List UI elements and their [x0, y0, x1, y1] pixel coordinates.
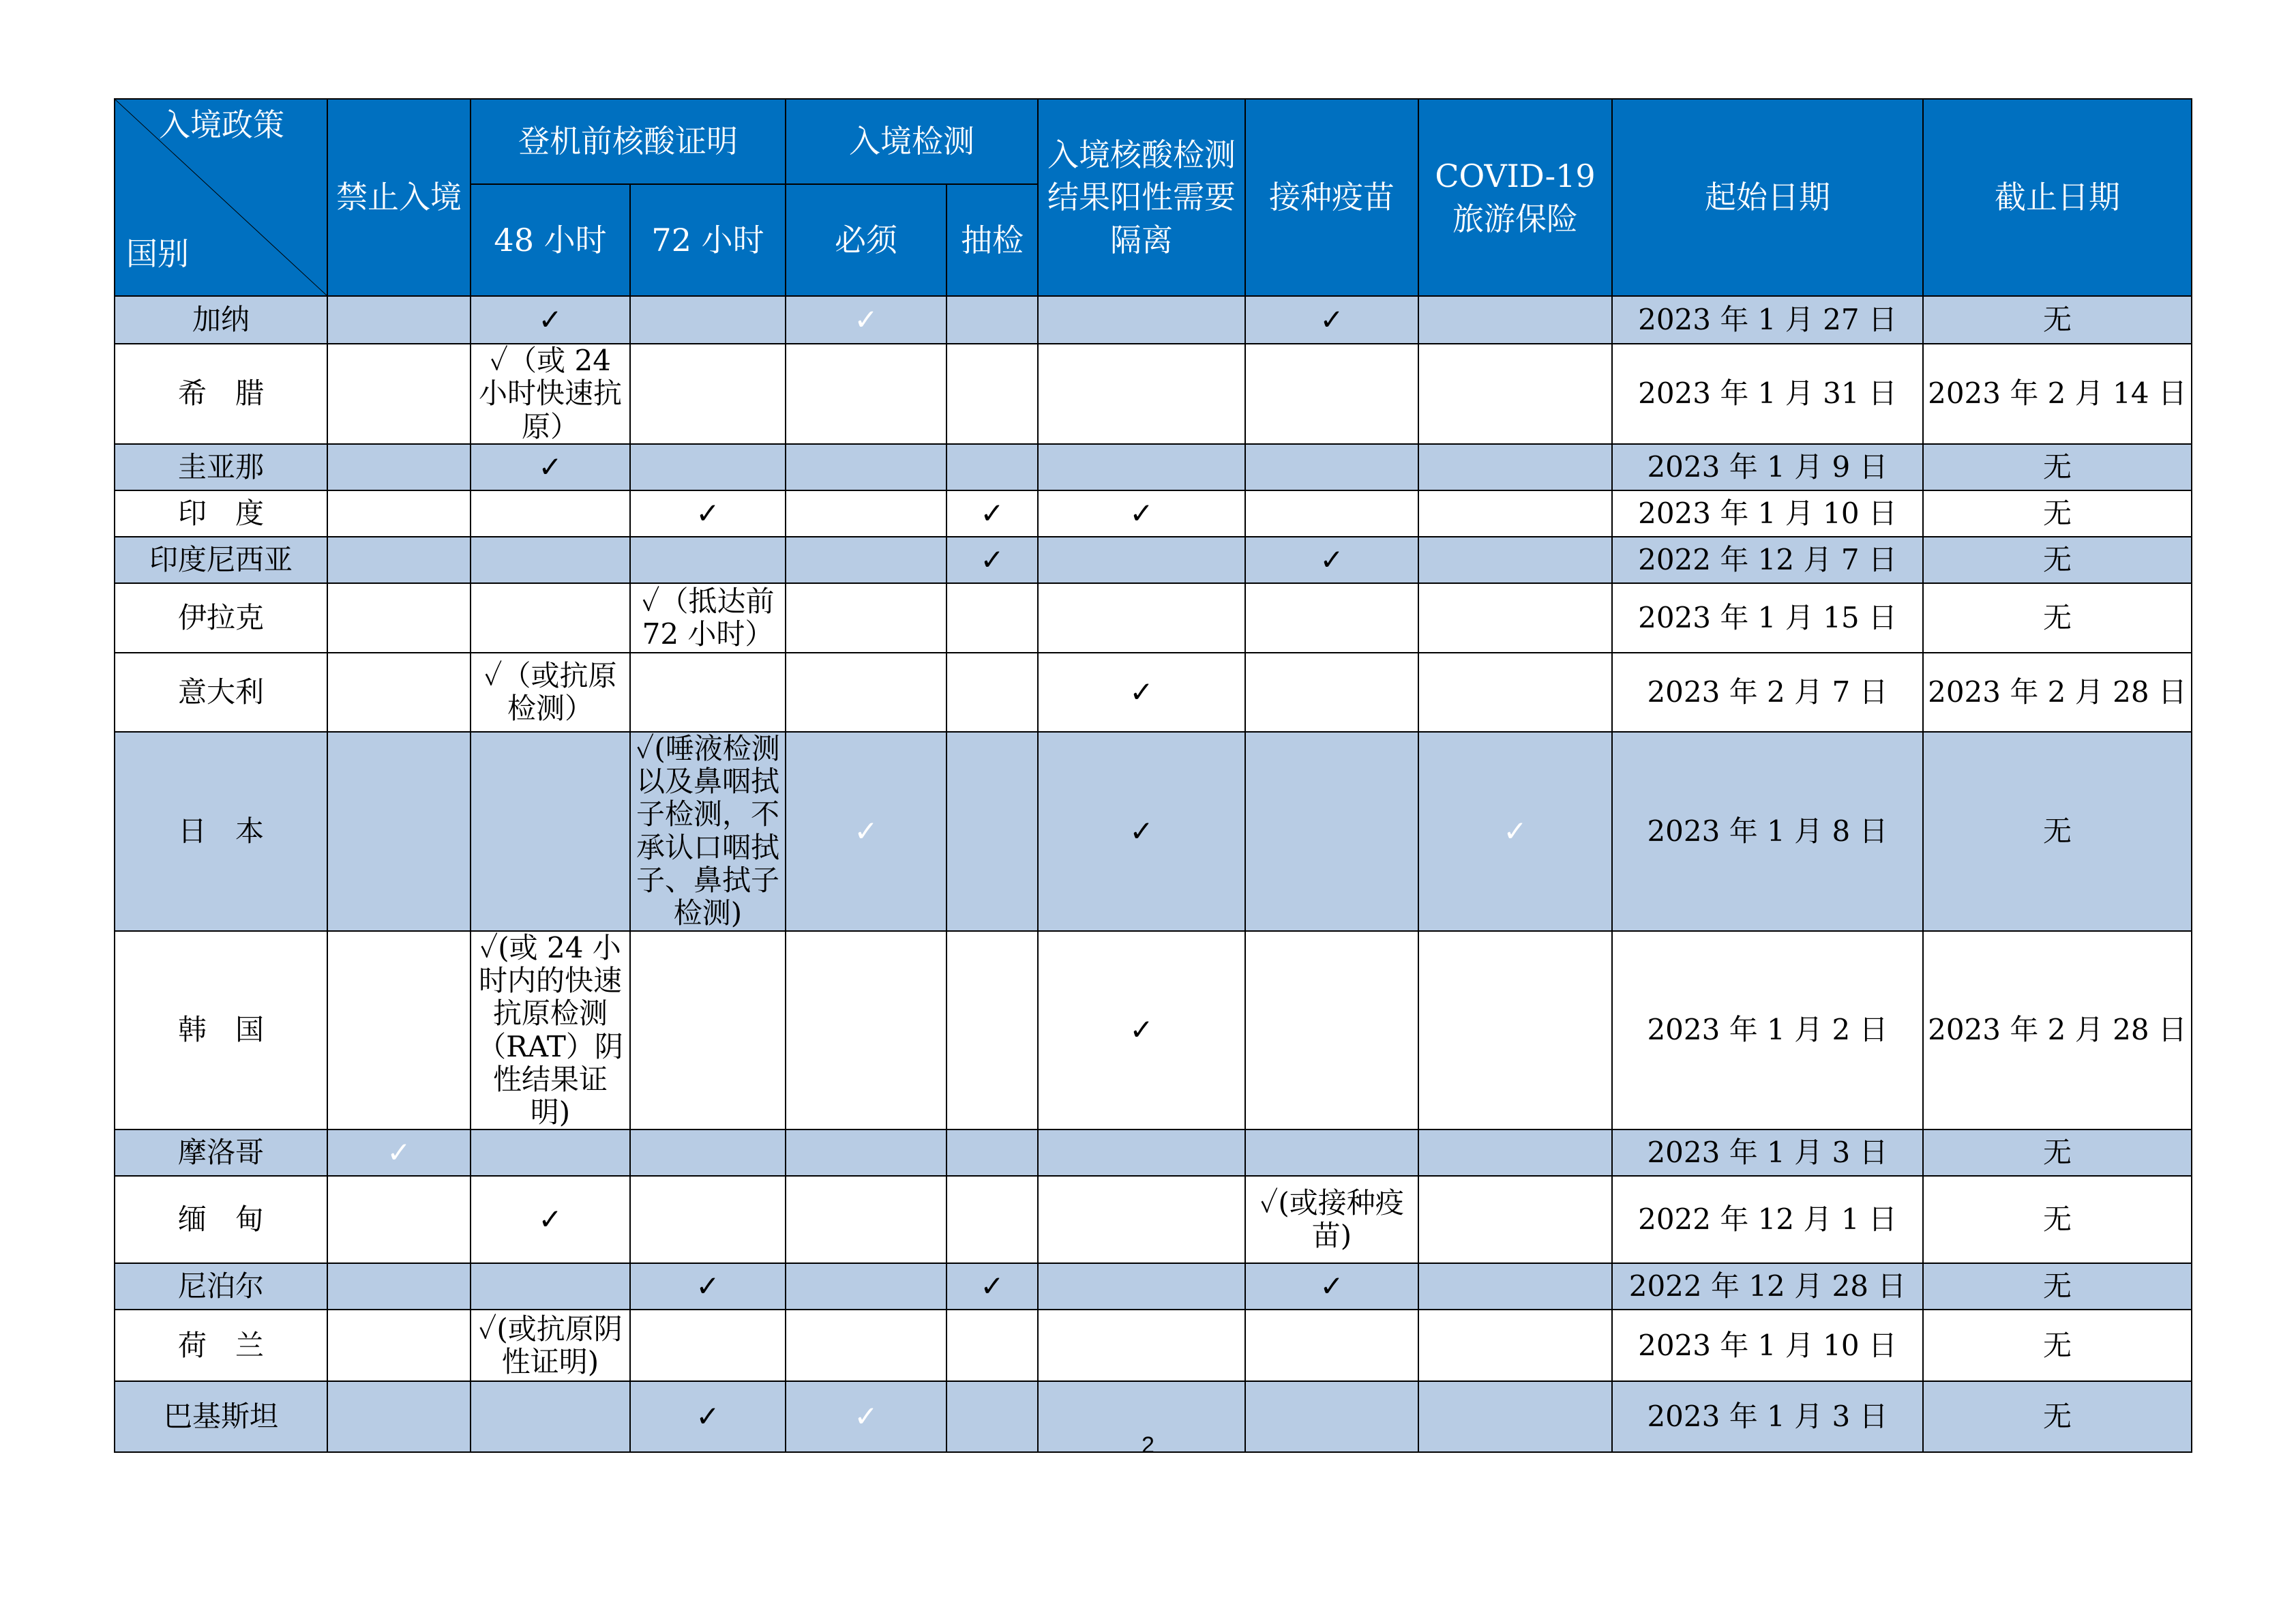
required-cell [786, 490, 946, 537]
quarantine-cell [1038, 583, 1245, 653]
h48-cell [471, 537, 630, 583]
check-mark-icon: ✓ [471, 1176, 630, 1263]
ban-cell [327, 1310, 471, 1381]
insurance-cell [1418, 1310, 1612, 1381]
check-mark-icon: ✓ [1038, 653, 1245, 732]
quarantine-cell [1038, 1310, 1245, 1381]
ban-cell [327, 732, 471, 931]
insurance-cell [1418, 296, 1612, 344]
h72-cell [630, 296, 786, 344]
quarantine-cell [1038, 1263, 1245, 1310]
entry-policy-table [114, 98, 2192, 1453]
ban-cell [327, 296, 471, 344]
h48-cell [471, 1263, 630, 1310]
required-cell [786, 1310, 946, 1381]
quarantine-cell [1038, 1130, 1245, 1176]
start-date-cell: 2023 年 1 月 10 日 [1612, 490, 1923, 537]
table-row [115, 732, 2192, 931]
table-row [115, 931, 2192, 1130]
ban-cell [327, 583, 471, 653]
check-mark-icon: ✓ [471, 444, 630, 490]
required-cell [786, 344, 946, 444]
h72-cell [630, 1310, 786, 1381]
ban-cell [327, 1263, 471, 1310]
h48-note-cell: ✓（或抗原检测） [471, 653, 630, 732]
country-cell: 印 度 [115, 490, 327, 537]
random-cell [946, 1130, 1038, 1176]
required-cell [786, 1263, 946, 1310]
check-mark-icon: ✓ [1245, 296, 1418, 344]
corner-header [115, 99, 327, 296]
check-mark-icon: ✓ [630, 1381, 786, 1452]
start-date-cell: 2022 年 12 月 7 日 [1612, 537, 1923, 583]
insurance-cell [1418, 1263, 1612, 1310]
required-cell [786, 1130, 946, 1176]
end-date-cell: 无 [1923, 1310, 2192, 1381]
vaccine-cell [1245, 444, 1418, 490]
h72-note-cell: ✓(唾液检测以及鼻咽拭子检测，不承认口咽拭子、鼻拭子检测) [630, 732, 786, 931]
start-date-cell: 2023 年 1 月 31 日 [1612, 344, 1923, 444]
start-date-cell: 2023 年 1 月 2 日 [1612, 931, 1923, 1130]
h72-cell [630, 344, 786, 444]
country-cell: 日 本 [115, 732, 327, 931]
vaccine-cell [1245, 1130, 1418, 1176]
end-date-cell: 2023 年 2 月 14 日 [1923, 344, 2192, 444]
table-row [115, 1263, 2192, 1310]
h48-note-cell: ✓（或 24 小时快速抗原） [471, 344, 630, 444]
corner-policy-label: 入境政策 [159, 106, 284, 143]
ban-cell [327, 653, 471, 732]
header-random: 抽检 [946, 184, 1038, 296]
start-date-cell: 2022 年 12 月 1 日 [1612, 1176, 1923, 1263]
random-cell [946, 344, 1038, 444]
end-date-cell: 无 [1923, 444, 2192, 490]
header-end-date: 截止日期 [1923, 99, 2192, 296]
h72-cell [630, 444, 786, 490]
check-mark-icon: ✓ [1418, 1176, 1612, 1263]
check-mark-icon: ✓ [630, 1263, 786, 1310]
vaccine-cell [1245, 583, 1418, 653]
end-date-cell: 无 [1923, 1176, 2192, 1263]
table-row [115, 344, 2192, 444]
check-mark-icon: ✓ [946, 1263, 1038, 1310]
start-date-cell: 2023 年 1 月 9 日 [1612, 444, 1923, 490]
table-header [115, 99, 2192, 296]
vaccine-cell [1245, 1310, 1418, 1381]
random-cell [946, 931, 1038, 1130]
vaccine-cell [1245, 344, 1418, 444]
ban-cell [327, 537, 471, 583]
header-72h: 72 小时 [630, 184, 786, 296]
header-vaccine: 接种疫苗 [1245, 99, 1418, 296]
check-mark-icon: ✓ [630, 490, 786, 537]
vaccine-note-cell: ✓(或接种疫苗) [1245, 1176, 1418, 1263]
h72-cell [630, 1176, 786, 1263]
check-mark-icon: ✓ [786, 931, 946, 1130]
table-row [115, 296, 2192, 344]
header-pre-boarding-test: 登机前核酸证明 [471, 99, 786, 184]
start-date-cell: 2023 年 1 月 27 日 [1612, 296, 1923, 344]
end-date-cell: 无 [1923, 583, 2192, 653]
h72-cell [630, 653, 786, 732]
start-date-cell: 2023 年 1 月 10 日 [1612, 1310, 1923, 1381]
random-cell [946, 1310, 1038, 1381]
random-cell [946, 653, 1038, 732]
insurance-cell [1418, 490, 1612, 537]
table-row [115, 1130, 2192, 1176]
end-date-cell: 2023 年 2 月 28 日 [1923, 653, 2192, 732]
h48-cell [471, 583, 630, 653]
quarantine-cell [1038, 344, 1245, 444]
ban-cell [327, 1176, 471, 1263]
required-note-cell: ✓（抗原检测） [786, 653, 946, 732]
vaccine-cell [1245, 490, 1418, 537]
check-mark-icon: ✓ [471, 296, 630, 344]
country-cell: 希 腊 [115, 344, 327, 444]
end-date-cell: 2023 年 2 月 28 日 [1923, 931, 2192, 1130]
h72-cell [630, 537, 786, 583]
country-cell: 缅 甸 [115, 1176, 327, 1263]
country-cell: 加纳 [115, 296, 327, 344]
insurance-cell [1418, 344, 1612, 444]
corner-country-label: 国别 [126, 235, 189, 272]
end-date-cell: 无 [1923, 1130, 2192, 1176]
header-insurance: COVID-19 旅游保险 [1418, 99, 1612, 296]
country-cell: 尼泊尔 [115, 1263, 327, 1310]
start-date-cell: 2022 年 12 月 28 日 [1612, 1263, 1923, 1310]
h72-cell [630, 931, 786, 1130]
random-cell [946, 732, 1038, 931]
check-mark-icon: ✓ [1245, 537, 1418, 583]
header-start-date: 起始日期 [1612, 99, 1923, 296]
random-cell [946, 1176, 1038, 1263]
h72-note-cell: ✓（抵达前 72 小时） [630, 583, 786, 653]
end-date-cell: 无 [1923, 490, 2192, 537]
page-number: 2 [1142, 1432, 1154, 1458]
table-row [115, 490, 2192, 537]
country-cell: 韩 国 [115, 931, 327, 1130]
check-mark-icon: ✓ [327, 1130, 471, 1176]
table-row [115, 444, 2192, 490]
end-date-cell: 无 [1923, 296, 2192, 344]
country-cell: 摩洛哥 [115, 1130, 327, 1176]
vaccine-cell [1245, 732, 1418, 931]
start-date-cell: 2023 年 1 月 8 日 [1612, 732, 1923, 931]
required-cell [786, 537, 946, 583]
random-cell [946, 583, 1038, 653]
header-positive-quarantine: 入境核酸检测结果阳性需要隔离 [1038, 99, 1245, 296]
country-cell: 圭亚那 [115, 444, 327, 490]
vaccine-cell [1245, 653, 1418, 732]
table-row [115, 1310, 2192, 1381]
h48-cell [471, 490, 630, 537]
end-date-cell: 无 [1923, 732, 2192, 931]
insurance-cell [1418, 1130, 1612, 1176]
country-cell: 巴基斯坦 [115, 1381, 327, 1452]
h72-cell [630, 1130, 786, 1176]
quarantine-cell [1038, 1176, 1245, 1263]
header-required: 必须 [786, 184, 946, 296]
table-body [115, 296, 2192, 1452]
check-mark-icon: ✓ [786, 1381, 946, 1452]
header-48h: 48 小时 [471, 184, 630, 296]
country-cell: 印度尼西亚 [115, 537, 327, 583]
country-cell: 伊拉克 [115, 583, 327, 653]
start-date-cell: 2023 年 2 月 7 日 [1612, 653, 1923, 732]
quarantine-cell [1038, 444, 1245, 490]
header-ban: 禁止入境 [327, 99, 471, 296]
table-row [115, 537, 2192, 583]
h48-note-cell: ✓(或 24 小时内的快速抗原检测（RAT）阴性结果证明) [471, 931, 630, 1130]
insurance-cell [1418, 537, 1612, 583]
ban-cell [327, 490, 471, 537]
check-mark-icon: ✓ [786, 732, 946, 931]
start-date-cell: 2023 年 1 月 15 日 [1612, 583, 1923, 653]
start-date-cell: 2023 年 1 月 3 日 [1612, 1130, 1923, 1176]
start-date-cell: 2023 年 1 月 3 日 [1612, 1381, 1923, 1452]
check-mark-icon: ✓ [786, 296, 946, 344]
check-mark-icon: ✓ [946, 537, 1038, 583]
quarantine-cell [1038, 296, 1245, 344]
h48-cell [471, 1130, 630, 1176]
country-cell: 荷 兰 [115, 1310, 327, 1381]
ban-cell [327, 444, 471, 490]
header-arrival-test: 入境检测 [786, 99, 1038, 184]
random-cell [946, 296, 1038, 344]
check-mark-icon: ✓ [1038, 490, 1245, 537]
vaccine-cell [1245, 931, 1418, 1130]
country-cell: 意大利 [115, 653, 327, 732]
insurance-cell [1418, 653, 1612, 732]
h48-note-cell: ✓(或抗原阴性证明) [471, 1310, 630, 1381]
h48-cell [471, 732, 630, 931]
check-mark-icon: ✓ [946, 490, 1038, 537]
required-cell [786, 444, 946, 490]
check-mark-icon: ✓ [1245, 1263, 1418, 1310]
table-row [115, 653, 2192, 732]
check-mark-icon: ✓ [1038, 931, 1245, 1130]
check-mark-icon: ✓ [1418, 732, 1612, 931]
ban-cell [327, 931, 471, 1130]
table-row [115, 1176, 2192, 1263]
ban-cell [327, 344, 471, 444]
end-date-cell: 无 [1923, 1381, 2192, 1452]
required-cell [786, 583, 946, 653]
insurance-cell [1418, 444, 1612, 490]
quarantine-cell [1038, 537, 1245, 583]
table-row [115, 583, 2192, 653]
check-mark-icon: ✓ [786, 1176, 946, 1263]
insurance-cell [1418, 931, 1612, 1130]
insurance-cell [1418, 583, 1612, 653]
random-cell [946, 444, 1038, 490]
end-date-cell: 无 [1923, 1263, 2192, 1310]
check-mark-icon: ✓ [1038, 732, 1245, 931]
end-date-cell: 无 [1923, 537, 2192, 583]
